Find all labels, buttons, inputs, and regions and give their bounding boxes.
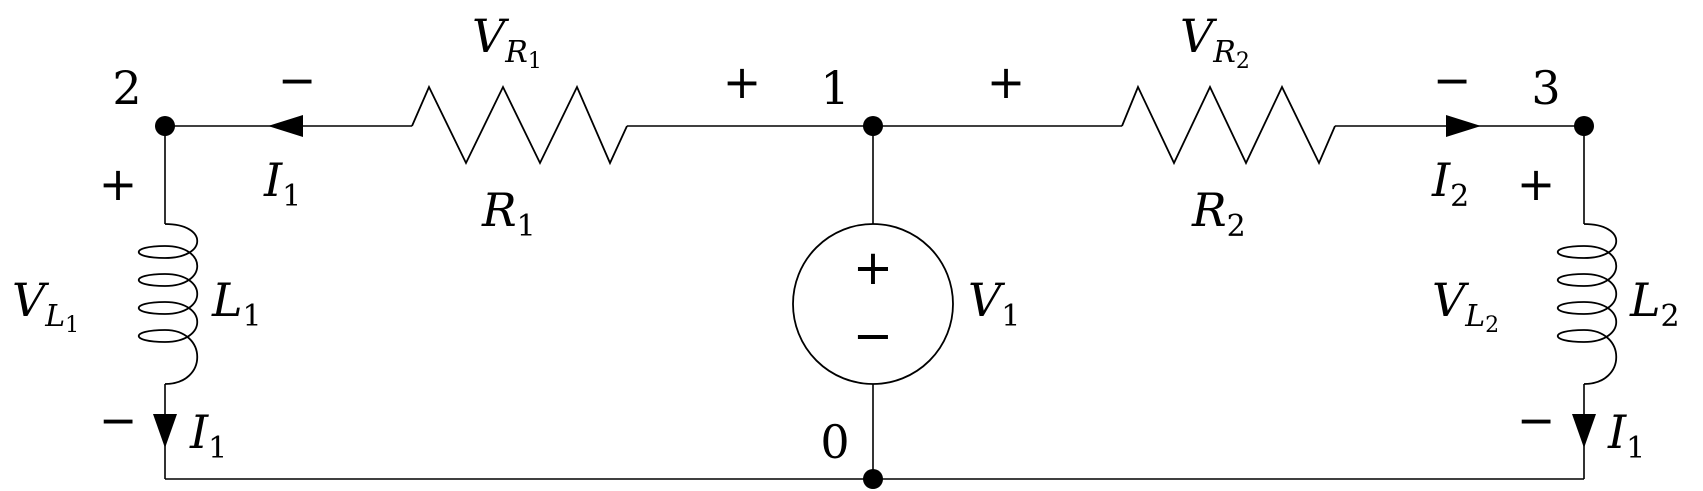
node-dot-1	[863, 116, 883, 136]
vl1-plus-sign: +	[98, 157, 138, 211]
node-label-0: 0	[820, 415, 850, 469]
current-arrow-right-down	[1572, 414, 1596, 448]
label-r1	[481, 183, 536, 244]
vl2-minus-sign: −	[1516, 393, 1556, 447]
svg-text:L2: $L_2$	[1630, 273, 1680, 334]
vr1-plus-sign: +	[722, 55, 762, 109]
label-current-top-right	[1431, 153, 1469, 214]
node-dot-0	[863, 469, 883, 489]
svg-text:V1: $V_1$	[968, 273, 1021, 334]
label-current-left-bottom	[189, 405, 227, 466]
vr2-minus-sign: −	[1432, 53, 1472, 107]
vl2-plus-sign: +	[1516, 157, 1556, 211]
vl1-minus-sign: −	[98, 393, 138, 447]
label-l2	[1629, 273, 1680, 334]
label-current-right-bottom	[1607, 405, 1645, 466]
svg-text:R2: $R_2$	[1192, 183, 1246, 244]
vr2-plus-sign: +	[986, 55, 1026, 109]
svg-text:L1: $L_1$	[212, 273, 262, 334]
svg-text:VR1: $V_R1$	[472, 9, 542, 74]
resistor-r2	[1122, 87, 1335, 163]
node-dot-3	[1574, 116, 1594, 136]
svg-text:VL2: $V_L2$	[1432, 273, 1500, 338]
svg-text:I2: $I_2$	[1432, 153, 1470, 214]
label-vr1	[472, 9, 542, 74]
svg-text:VR2: $V_R2$	[1180, 9, 1250, 74]
node-dot-2	[155, 116, 175, 136]
label-vr2	[1180, 9, 1250, 74]
label-r2	[1191, 183, 1246, 244]
resistor-r1	[412, 87, 627, 163]
svg-text:VL1: $V_L1$	[12, 273, 80, 338]
svg-text:I1: $I_1$	[264, 153, 302, 214]
label-v1	[968, 273, 1020, 334]
svg-text:I1: $I_1$	[190, 405, 228, 466]
node-label-3: 3	[1531, 61, 1561, 115]
svg-text:R1: $R_1$	[482, 183, 536, 244]
label-current-top-left	[263, 153, 301, 214]
label-vl2	[1432, 273, 1499, 338]
current-arrow-left-down	[153, 414, 177, 448]
label-vl1	[12, 273, 79, 338]
current-arrow-top-left	[268, 115, 303, 137]
svg-text:I1: $I_1$	[1608, 405, 1646, 466]
node-label-1: 1	[820, 61, 850, 115]
node-label-2: 2	[112, 61, 142, 115]
current-arrow-top-right	[1446, 115, 1481, 137]
inductor-l1	[139, 224, 198, 384]
inductor-l2	[1558, 224, 1617, 384]
label-l1	[211, 273, 262, 334]
source-minus-sign: −	[852, 308, 894, 364]
source-plus-sign: +	[852, 240, 894, 296]
vr1-minus-sign: −	[277, 53, 317, 107]
